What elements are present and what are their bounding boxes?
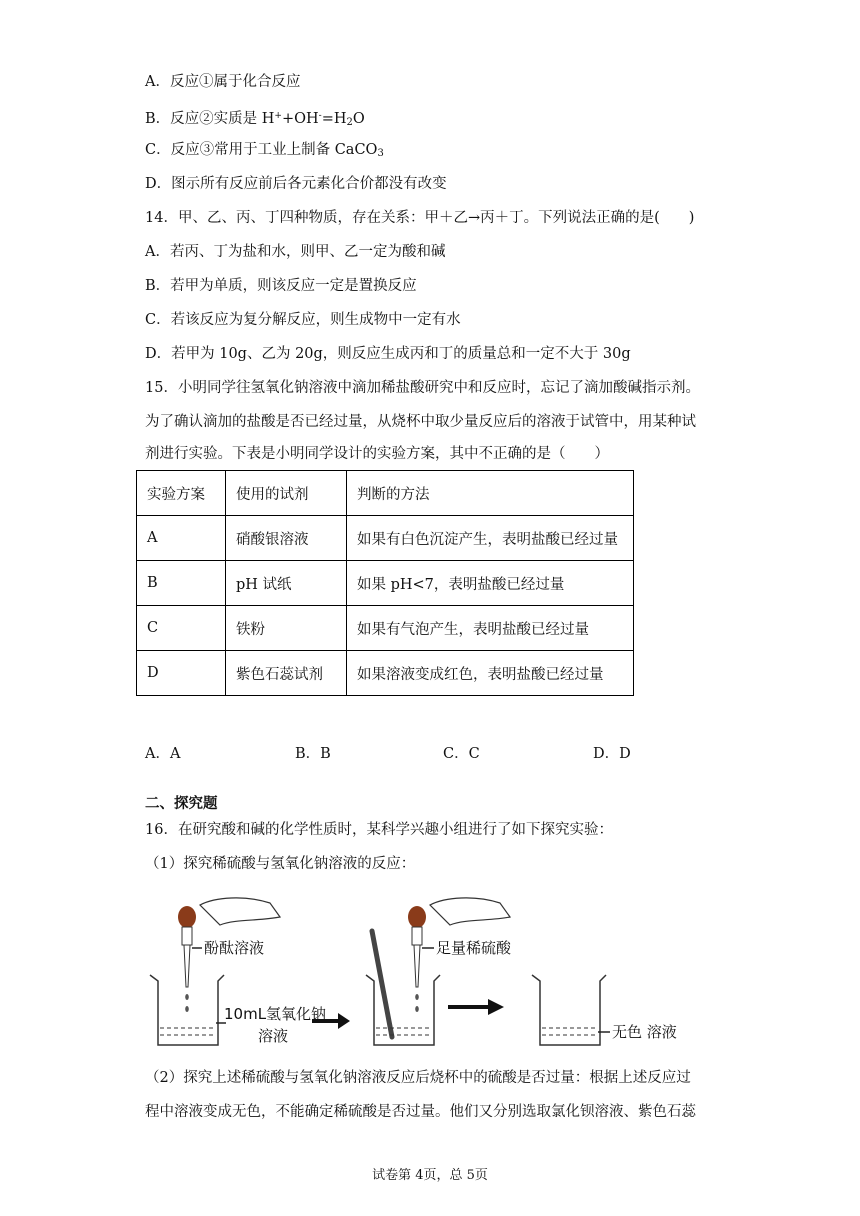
dropper-neck-icon bbox=[412, 927, 422, 945]
table-cell: 如果有白色沉淀产生，表明盐酸已经过量 bbox=[347, 516, 634, 561]
q13-option-b-sub: 2 bbox=[346, 117, 353, 128]
q13-option-c-sub: 3 bbox=[377, 148, 384, 159]
table-row bbox=[137, 651, 634, 696]
section-title: 二、探究题 bbox=[145, 795, 218, 812]
dropper-bulb-icon bbox=[178, 906, 196, 928]
label-acid: 足量稀硫酸 bbox=[436, 939, 512, 957]
q13-option-b-sup2: - bbox=[318, 111, 322, 121]
table-header-cell: 使用的试剂 bbox=[226, 471, 347, 516]
q15-option-a: A．A bbox=[145, 746, 181, 762]
drop-icon bbox=[415, 994, 419, 1000]
table-header-row bbox=[137, 471, 634, 516]
q15-stem-line1: 15．小明同学往氢氧化钠溶液中滴加稀盐酸研究中和反应时，忘记了滴加酸碱指示剂。 bbox=[145, 380, 700, 396]
q14-option-b: B．若甲为单质，则该反应一定是置换反应 bbox=[145, 278, 417, 294]
page-footer: 试卷第 4页，总 5页 bbox=[372, 1168, 488, 1183]
step3-apparatus bbox=[532, 975, 677, 1045]
dropper-bulb-icon bbox=[408, 906, 426, 928]
q14-stem: 14．甲、乙、丙、丁四种物质，存在关系：甲＋乙→丙＋丁。下列说法正确的是( ) bbox=[145, 210, 695, 226]
q16-part2-line1: （2）探究上述稀硫酸与氢氧化钠溶液反应后烧杯中的硫酸是否过量：根据上述反应过 bbox=[145, 1070, 691, 1086]
table-cell: C bbox=[137, 606, 226, 651]
table-cell: A bbox=[137, 516, 226, 561]
q14-option-d: D．若甲为 10g、乙为 20g，则反应生成丙和丁的质量总和一定不大于 30g bbox=[145, 346, 631, 362]
table-header-cell: 实验方案 bbox=[137, 471, 226, 516]
q13-option-b bbox=[145, 106, 365, 133]
table-cell: 铁粉 bbox=[226, 606, 347, 651]
q15-options bbox=[145, 742, 705, 762]
q15-option-d: D．D bbox=[593, 746, 631, 762]
experiment-table bbox=[136, 470, 634, 696]
table-cell: B bbox=[137, 561, 226, 606]
table-header-cell: 判断的方法 bbox=[347, 471, 634, 516]
q13-option-d: D．图示所有反应前后各元素化合价都没有改变 bbox=[145, 176, 447, 192]
table-row bbox=[137, 561, 634, 606]
step1-apparatus bbox=[150, 898, 326, 1045]
label-result: 无色 溶液 bbox=[612, 1023, 677, 1041]
q13-option-b-mid: +OH bbox=[281, 111, 319, 127]
q16-part2-line2: 程中溶液变成无色，不能确定稀硫酸是否过量。他们又分别选取氯化钡溶液、紫色石蕊 bbox=[145, 1104, 696, 1120]
experiment-figure bbox=[140, 895, 720, 1060]
q15-option-c: C．C bbox=[443, 746, 480, 762]
table-cell: 如果 pH<7，表明盐酸已经过量 bbox=[347, 561, 634, 606]
hand-icon bbox=[430, 898, 510, 925]
q15-stem-line2: 为了确认滴加的盐酸是否已经过量，从烧杯中取少量反应后的溶液于试管中，用某种试 bbox=[145, 414, 696, 430]
table-cell: 如果有气泡产生，表明盐酸已经过量 bbox=[347, 606, 634, 651]
q16-stem: 16．在研究酸和碱的化学性质时，某科学兴趣小组进行了如下探究实验： bbox=[145, 822, 613, 838]
q14-option-c: C．若该反应为复分解反应，则生成物中一定有水 bbox=[145, 312, 461, 328]
arrow-right-icon bbox=[448, 999, 504, 1015]
table-row bbox=[137, 516, 634, 561]
q15-stem-line3: 剂进行实验。下表是小明同学设计的实验方案，其中不正确的是（ ） bbox=[145, 446, 609, 462]
drop-icon bbox=[415, 1006, 419, 1012]
dropper-tube-icon bbox=[414, 945, 420, 987]
q13-option-b-sup1: + bbox=[274, 111, 282, 121]
q16-part1: （1）探究稀硫酸与氢氧化钠溶液的反应： bbox=[145, 856, 416, 872]
label-naoh-line1: 10mL氢氧化钠 bbox=[224, 1005, 327, 1023]
q13-option-b-prefix: B．反应②实质是 H bbox=[145, 111, 275, 127]
drop-icon bbox=[185, 994, 189, 1000]
q13-option-a: A．反应①属于化合反应 bbox=[145, 74, 301, 90]
table-row bbox=[137, 606, 634, 651]
q14-option-a: A．若丙、丁为盐和水，则甲、乙一定为酸和碱 bbox=[145, 244, 446, 260]
glass-rod-icon bbox=[372, 931, 392, 1037]
table-cell: 如果溶液变成红色，表明盐酸已经过量 bbox=[347, 651, 634, 696]
hand-icon bbox=[200, 898, 280, 925]
q13-option-b-end: O bbox=[352, 111, 365, 127]
drop-icon bbox=[185, 1006, 189, 1012]
q13-option-c-prefix: C．反应③常用于工业上制备 CaCO bbox=[145, 142, 378, 158]
q13-option-c bbox=[145, 140, 384, 164]
label-naoh-line2: 溶液 bbox=[258, 1027, 289, 1045]
step2-apparatus bbox=[366, 898, 512, 1045]
q15-option-b: B．B bbox=[295, 746, 331, 762]
table-cell: D bbox=[137, 651, 226, 696]
table-cell: 紫色石蕊试剂 bbox=[226, 651, 347, 696]
label-indicator: 酚酞溶液 bbox=[204, 939, 265, 957]
dropper-neck-icon bbox=[182, 927, 192, 945]
dropper-tube-icon bbox=[184, 945, 190, 987]
table-cell: pH 试纸 bbox=[226, 561, 347, 606]
table-cell: 硝酸银溶液 bbox=[226, 516, 347, 561]
q13-option-b-tail: =H bbox=[321, 111, 347, 127]
